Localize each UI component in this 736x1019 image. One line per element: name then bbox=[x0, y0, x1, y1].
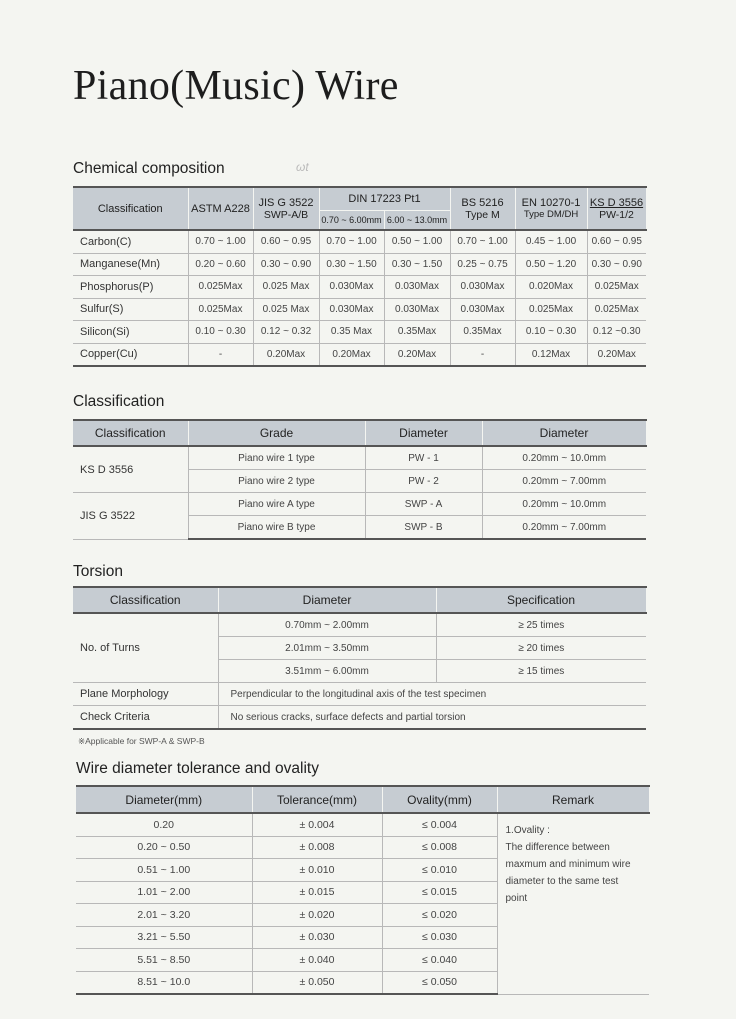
row-label: Manganese(Mn) bbox=[73, 253, 188, 276]
col-en bbox=[515, 187, 587, 230]
cell: 0.30 ~ 1.50 bbox=[319, 253, 384, 276]
row-label: Carbon(C) bbox=[73, 230, 188, 253]
col-ks-line1: KS D 3556 bbox=[589, 196, 644, 209]
cell: 0.20Max bbox=[384, 343, 450, 366]
tolerance-cell: ± 0.015 bbox=[252, 881, 382, 904]
chem-row bbox=[73, 321, 646, 344]
torsion-table bbox=[73, 586, 647, 730]
ovality-cell: ≤ 0.040 bbox=[382, 949, 497, 972]
grade-cell: Piano wire B type bbox=[188, 516, 365, 540]
cell: 0.025 Max bbox=[253, 298, 319, 321]
tolerance-cell: ± 0.030 bbox=[252, 926, 382, 949]
cell: 0.025Max bbox=[587, 298, 646, 321]
cell: 0.20Max bbox=[587, 343, 646, 366]
row-label: Silicon(Si) bbox=[73, 321, 188, 344]
col-din-sub2: 6.00 ~ 13.0mm bbox=[384, 211, 450, 231]
col-en-line1: EN 10270-1 bbox=[521, 197, 581, 209]
cell: 0.50 ~ 1.20 bbox=[515, 253, 587, 276]
col-classification: Classification bbox=[73, 187, 188, 230]
table-row bbox=[73, 613, 646, 637]
cell: 0.30 ~ 0.90 bbox=[587, 253, 646, 276]
diameter-cell: 0.20 bbox=[76, 813, 252, 836]
table-row bbox=[73, 446, 646, 470]
diameter-cell: 2.01 ~ 3.20 bbox=[76, 904, 252, 927]
cell: 0.10 ~ 0.30 bbox=[515, 321, 587, 344]
range-cell: 0.20mm ~ 10.0mm bbox=[482, 493, 646, 516]
cell: 0.025 Max bbox=[253, 276, 319, 299]
ovality-cell: ≤ 0.020 bbox=[382, 904, 497, 927]
cell: 0.025Max bbox=[515, 298, 587, 321]
spec-cell: ≥ 20 times bbox=[436, 637, 646, 660]
col-ks-line2: PW-1/2 bbox=[599, 208, 634, 221]
diameter-cell: 5.51 ~ 8.50 bbox=[76, 949, 252, 972]
tolerance-cell: ± 0.040 bbox=[252, 949, 382, 972]
cell: 0.25 ~ 0.75 bbox=[450, 253, 515, 276]
tolerance-cell: ± 0.010 bbox=[252, 859, 382, 882]
cell: 0.030Max bbox=[450, 276, 515, 299]
ovality-cell: ≤ 0.030 bbox=[382, 926, 497, 949]
remark-cell bbox=[497, 813, 649, 994]
col-bs bbox=[450, 187, 515, 230]
cell: 0.025Max bbox=[188, 276, 253, 299]
standard-label: KS D 3556 bbox=[73, 446, 188, 493]
ovality-cell: ≤ 0.015 bbox=[382, 881, 497, 904]
cell: 0.030Max bbox=[384, 298, 450, 321]
grade-cell: Piano wire 2 type bbox=[188, 470, 365, 493]
col-din: DIN 17223 Pt1 bbox=[319, 187, 450, 211]
cell: 0.030Max bbox=[450, 298, 515, 321]
chem-row bbox=[73, 230, 646, 253]
chem-row bbox=[73, 298, 646, 321]
col-diameter: Diameter bbox=[218, 587, 436, 613]
tolerance-cell: ± 0.008 bbox=[252, 836, 382, 859]
col-bs-line1: BS 5216 bbox=[461, 196, 504, 209]
turns-label: No. of Turns bbox=[73, 613, 218, 683]
row-label: Phosphorus(P) bbox=[73, 276, 188, 299]
spec-cell: ≥ 15 times bbox=[436, 660, 646, 683]
diameter-cell: 1.01 ~ 2.00 bbox=[76, 881, 252, 904]
cell: 0.030Max bbox=[319, 298, 384, 321]
cell: 0.35Max bbox=[450, 321, 515, 344]
torsion-heading: Torsion bbox=[73, 563, 123, 580]
col-din-sub1: 0.70 ~ 6.00mm bbox=[319, 211, 384, 231]
cell: 0.20 ~ 0.60 bbox=[188, 253, 253, 276]
cell: 0.12Max bbox=[515, 343, 587, 366]
table-row bbox=[76, 813, 649, 836]
chem-row bbox=[73, 276, 646, 299]
remark-title: 1.Ovality : bbox=[505, 825, 550, 836]
ovality-cell: ≤ 0.050 bbox=[382, 971, 497, 994]
diameter-cell: 3.51mm ~ 6.00mm bbox=[218, 660, 436, 683]
diameter-cell: 0.20 ~ 0.50 bbox=[76, 836, 252, 859]
code-cell: SWP - A bbox=[365, 493, 482, 516]
remark-text: The difference between maxmum and minimum wire diameter to the same test point bbox=[505, 842, 631, 904]
chem-row bbox=[73, 253, 646, 276]
diameter-cell: 0.51 ~ 1.00 bbox=[76, 859, 252, 882]
cell: 0.025Max bbox=[188, 298, 253, 321]
col-tolerance: Tolerance(mm) bbox=[252, 786, 382, 813]
classification-heading: Classification bbox=[73, 393, 165, 410]
range-cell: 0.20mm ~ 7.00mm bbox=[482, 470, 646, 493]
row-label: Sulfur(S) bbox=[73, 298, 188, 321]
cell: 0.70 ~ 1.00 bbox=[188, 230, 253, 253]
ovality-cell: ≤ 0.010 bbox=[382, 859, 497, 882]
ovality-cell: ≤ 0.008 bbox=[382, 836, 497, 859]
cell: 0.12 ~ 0.32 bbox=[253, 321, 319, 344]
table-row bbox=[73, 683, 646, 706]
footnote: ※Applicable for SWP-A & SWP-B bbox=[78, 736, 205, 746]
cell: 0.020Max bbox=[515, 276, 587, 299]
check-label: Check Criteria bbox=[73, 706, 218, 730]
col-specification: Specification bbox=[436, 587, 646, 613]
cell: 0.030Max bbox=[384, 276, 450, 299]
spec-cell: ≥ 25 times bbox=[436, 613, 646, 637]
col-jis bbox=[253, 187, 319, 230]
col-remark: Remark bbox=[497, 786, 649, 813]
col-diameter: Diameter(mm) bbox=[76, 786, 252, 813]
diameter-cell: 3.21 ~ 5.50 bbox=[76, 926, 252, 949]
tolerance-cell: ± 0.050 bbox=[252, 971, 382, 994]
col-en-line2: Type DM/DH bbox=[523, 209, 579, 220]
cell: 0.60 ~ 0.95 bbox=[253, 230, 319, 253]
tolerance-cell: ± 0.004 bbox=[252, 813, 382, 836]
cell: 0.30 ~ 1.50 bbox=[384, 253, 450, 276]
col-ovality: Ovality(mm) bbox=[382, 786, 497, 813]
diameter-cell: 0.70mm ~ 2.00mm bbox=[218, 613, 436, 637]
code-cell: SWP - B bbox=[365, 516, 482, 540]
diameter-cell: 8.51 ~ 10.0 bbox=[76, 971, 252, 994]
col-jis-line2: SWP-A/B bbox=[263, 208, 309, 221]
plane-label: Plane Morphology bbox=[73, 683, 218, 706]
cell: - bbox=[450, 343, 515, 366]
code-cell: PW - 2 bbox=[365, 470, 482, 493]
col-bs-line2: Type M bbox=[465, 208, 500, 221]
cell: 0.45 ~ 1.00 bbox=[515, 230, 587, 253]
check-text: No serious cracks, surface defects and partial torsion bbox=[218, 706, 646, 730]
col-ks bbox=[587, 187, 646, 230]
cell: 0.20Max bbox=[319, 343, 384, 366]
cell: 0.35Max bbox=[384, 321, 450, 344]
page-title: Piano(Music) Wire bbox=[73, 63, 399, 109]
table-row bbox=[73, 493, 646, 516]
col-astm: ASTM A228 bbox=[188, 187, 253, 230]
col-diameter: Diameter bbox=[365, 420, 482, 446]
grade-cell: Piano wire A type bbox=[188, 493, 365, 516]
cell: - bbox=[188, 343, 253, 366]
ovality-cell: ≤ 0.004 bbox=[382, 813, 497, 836]
col-jis-line1: JIS G 3522 bbox=[258, 196, 314, 209]
classification-table bbox=[73, 419, 647, 540]
col-grade: Grade bbox=[188, 420, 365, 446]
cell: 0.12 ~0.30 bbox=[587, 321, 646, 344]
col-classification: Classification bbox=[73, 587, 218, 613]
tolerance-heading: Wire diameter tolerance and ovality bbox=[76, 760, 319, 777]
col-classification: Classification bbox=[73, 420, 188, 446]
cell: 0.50 ~ 1.00 bbox=[384, 230, 450, 253]
cell: 0.30 ~ 0.90 bbox=[253, 253, 319, 276]
col-diameter-range: Diameter bbox=[482, 420, 646, 446]
plane-text: Perpendicular to the longitudinal axis of the test specimen bbox=[218, 683, 646, 706]
tolerance-table bbox=[76, 785, 650, 995]
standard-label: JIS G 3522 bbox=[73, 493, 188, 540]
grade-cell: Piano wire 1 type bbox=[188, 446, 365, 470]
range-cell: 0.20mm ~ 10.0mm bbox=[482, 446, 646, 470]
table-row bbox=[73, 706, 646, 730]
chem-row bbox=[73, 343, 646, 366]
cell: 0.70 ~ 1.00 bbox=[319, 230, 384, 253]
cell: 0.10 ~ 0.30 bbox=[188, 321, 253, 344]
cell: 0.025Max bbox=[587, 276, 646, 299]
row-label: Copper(Cu) bbox=[73, 343, 188, 366]
chemical-heading: Chemical composition bbox=[73, 160, 225, 177]
pencil-scribble: ωt bbox=[296, 160, 309, 174]
diameter-cell: 2.01mm ~ 3.50mm bbox=[218, 637, 436, 660]
code-cell: PW - 1 bbox=[365, 446, 482, 470]
cell: 0.030Max bbox=[319, 276, 384, 299]
cell: 0.35 Max bbox=[319, 321, 384, 344]
cell: 0.20Max bbox=[253, 343, 319, 366]
cell: 0.70 ~ 1.00 bbox=[450, 230, 515, 253]
tolerance-cell: ± 0.020 bbox=[252, 904, 382, 927]
cell: 0.60 ~ 0.95 bbox=[587, 230, 646, 253]
chemical-table bbox=[73, 186, 647, 367]
range-cell: 0.20mm ~ 7.00mm bbox=[482, 516, 646, 540]
